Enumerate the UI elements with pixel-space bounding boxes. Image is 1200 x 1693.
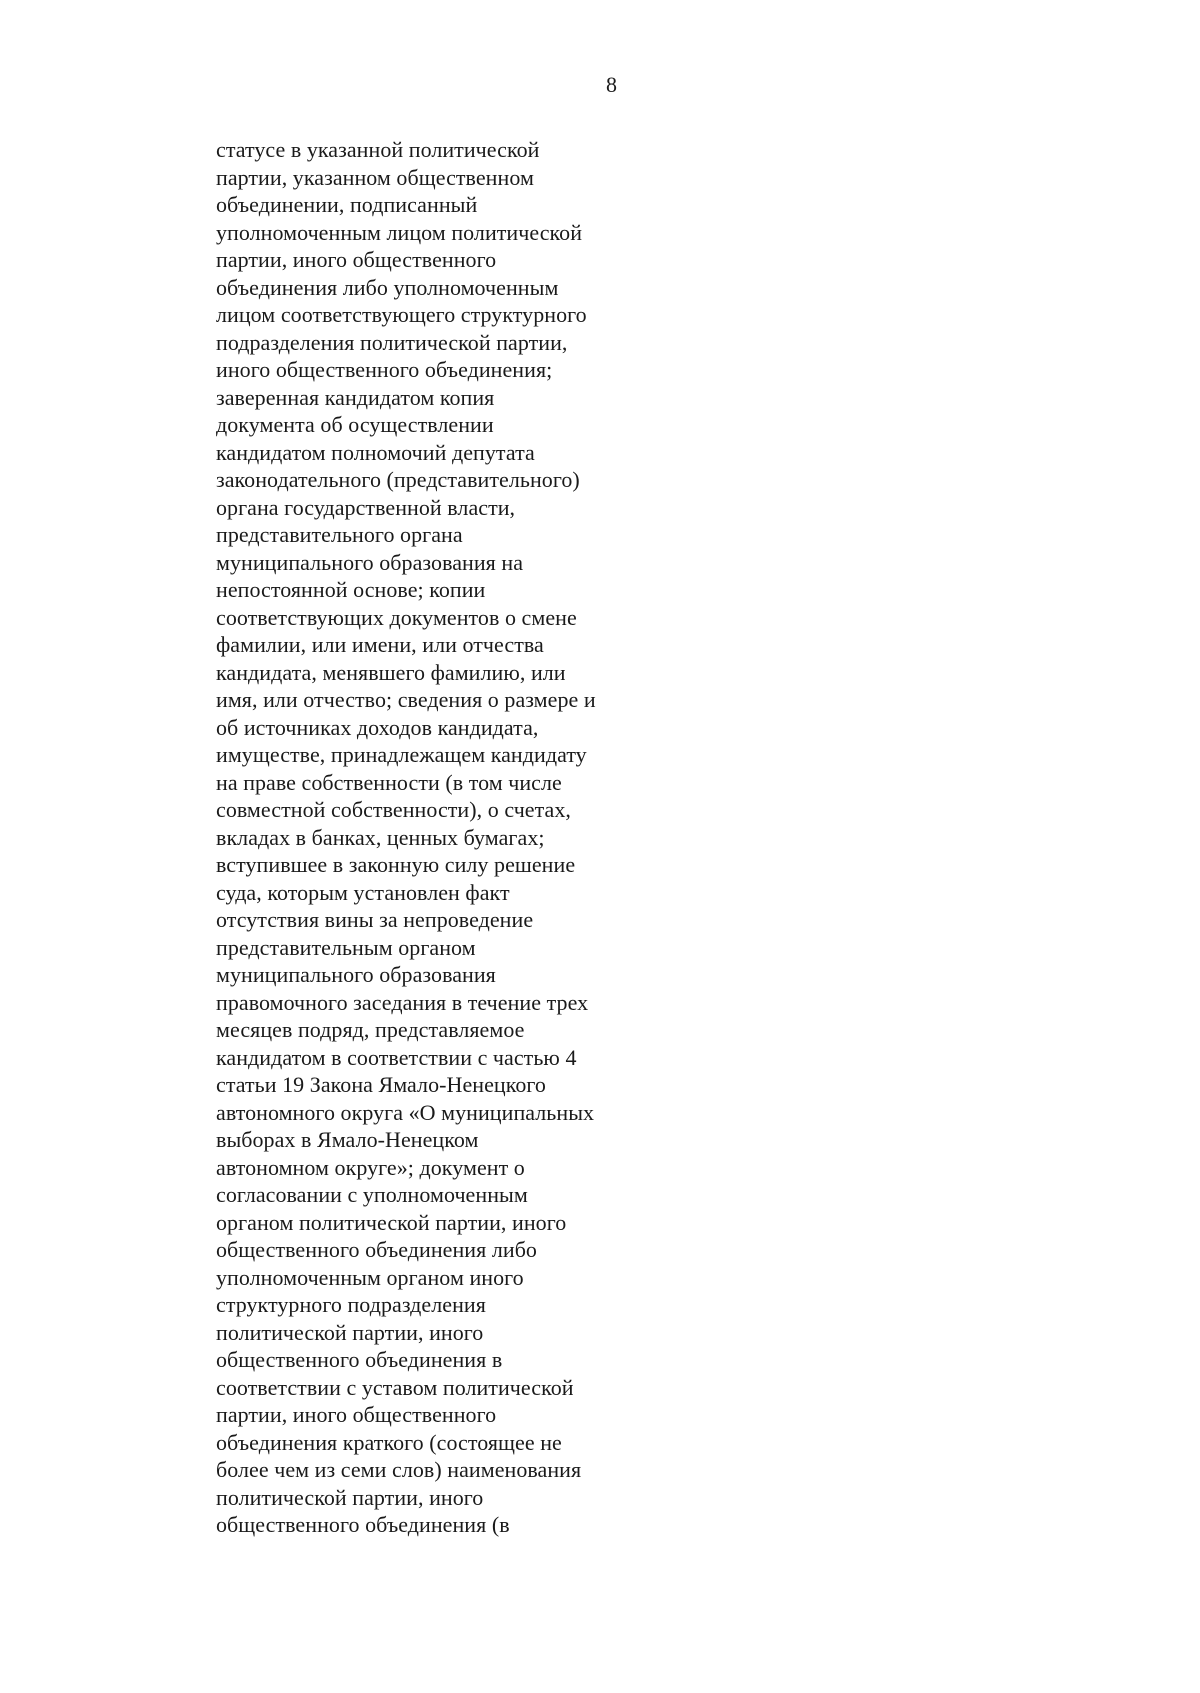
- text-line: фамилии, или имени, или отчества: [216, 632, 544, 657]
- text-line: объединения либо уполномоченным: [216, 274, 559, 300]
- text-line: вступившее в законную силу решение: [216, 852, 576, 877]
- text-line: месяцев подряд, представляемое: [216, 1017, 525, 1042]
- text-line: подразделения политической партии,: [216, 329, 568, 355]
- text-line: выборах в Ямало-Ненецком: [216, 1127, 479, 1152]
- text-line: муниципального образования: [216, 962, 496, 987]
- text-line: статусе в указанной политической: [216, 137, 540, 162]
- text-line: более чем из семи слов) наименования: [216, 1457, 582, 1482]
- text-line: партии, указанном общественном: [216, 164, 534, 190]
- text-line: суда, которым установлен факт: [216, 879, 510, 905]
- text-line: партии, иного общественного: [216, 247, 497, 272]
- text-line: кандидатом в соответствии с частью 4: [216, 1044, 577, 1070]
- text-line: представительным органом: [216, 934, 476, 960]
- page-number: 8: [606, 72, 617, 97]
- text-line: имуществе, принадлежащем кандидату: [216, 742, 587, 767]
- text-line: автономном округе»; документ о: [216, 1154, 525, 1180]
- text-line: общественного объединения либо: [216, 1237, 537, 1262]
- text-line: согласовании с уполномоченным: [216, 1182, 528, 1207]
- text-line: статьи 19 Закона Ямало-Ненецкого: [216, 1072, 546, 1097]
- text-line: иного общественного объединения;: [216, 357, 553, 382]
- text-line: структурного подразделения: [216, 1292, 486, 1317]
- text-line: законодательного (представительного): [216, 467, 580, 492]
- text-line: общественного объединения в: [216, 1347, 503, 1372]
- text-line: об источниках доходов кандидата,: [216, 714, 539, 740]
- text-line: лицом соответствующего структурного: [216, 302, 587, 327]
- text-line: соответствующих документов о смене: [216, 604, 577, 630]
- text-line: политической партии, иного: [216, 1319, 484, 1345]
- text-line: документа об осуществлении: [216, 412, 494, 437]
- text-line: органом политической партии, иного: [216, 1209, 567, 1235]
- text-line: непостоянной основе; копии: [216, 577, 486, 602]
- text-line: кандидата, менявшего фамилию, или: [216, 659, 566, 685]
- text-line: муниципального образования на: [216, 549, 524, 575]
- text-line: представительного органа: [216, 522, 463, 547]
- text-line: заверенная кандидатом копия: [216, 384, 495, 410]
- text-line: вкладах в банках, ценных бумагах;: [216, 824, 545, 850]
- text-line: политической партии, иного: [216, 1484, 484, 1510]
- text-line: партии, иного общественного: [216, 1402, 497, 1427]
- text-line: совместной собственности), о счетах,: [216, 797, 571, 822]
- text-line: правомочного заседания в течение трех: [216, 989, 589, 1015]
- text-line: объединения краткого (состоящее не: [216, 1429, 562, 1455]
- text-line: объединении, подписанный: [216, 192, 478, 217]
- text-line: на праве собственности (в том числе: [216, 769, 562, 795]
- text-line: автономного округа «О муниципальных: [216, 1099, 595, 1125]
- text-line: общественного объединения (в: [216, 1512, 510, 1537]
- text-line: имя, или отчество; сведения о размере и: [216, 687, 596, 712]
- text-line: отсутствия вины за непроведение: [216, 907, 534, 932]
- text-line: уполномоченным органом иного: [216, 1264, 524, 1290]
- body-text: [216, 136, 656, 1539]
- text-line: уполномоченным лицом политической: [216, 219, 583, 245]
- text-line: соответствии с уставом политической: [216, 1374, 574, 1400]
- text-line: кандидатом полномочий депутата: [216, 439, 535, 465]
- text-line: органа государственной власти,: [216, 494, 516, 520]
